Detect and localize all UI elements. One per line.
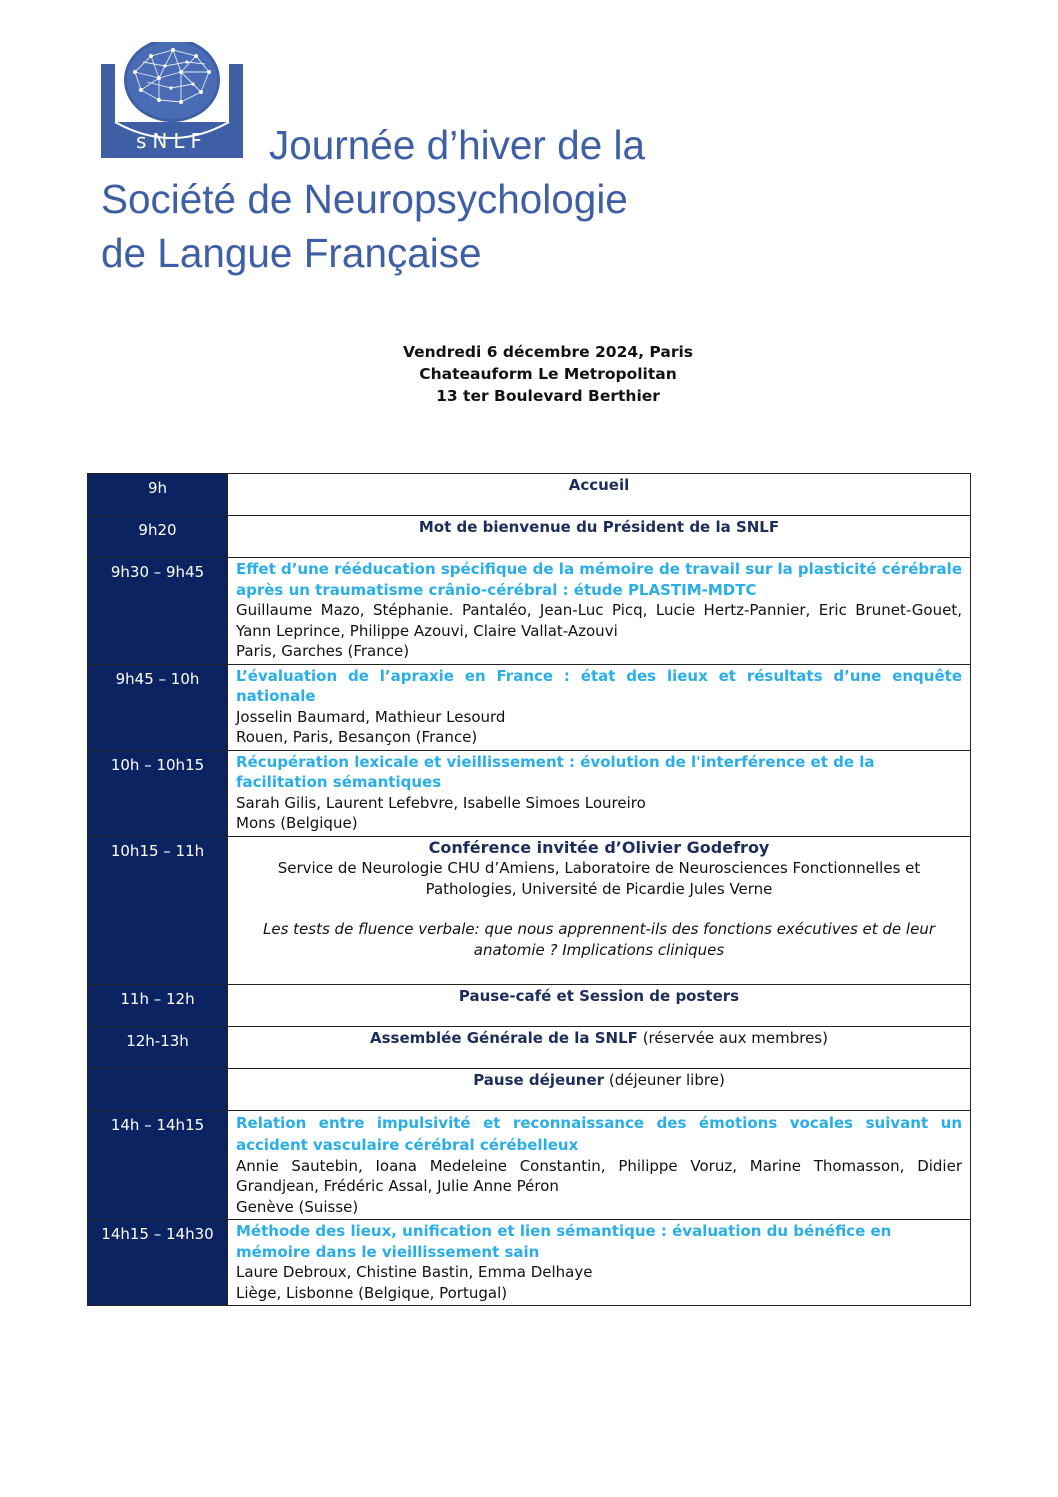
program-table — [87, 473, 971, 1306]
time-cell: 11h – 12h — [88, 984, 228, 1026]
talk-title: Relation entre impulsivité et reconnaissance des émotions vocales suivant un accident vasculaire cérébral cérébelleux — [236, 1113, 962, 1154]
table-row — [88, 1026, 971, 1068]
talk-location: Paris, Garches (France) — [236, 642, 410, 660]
table-row — [88, 1068, 971, 1110]
talk-authors: Guillaume Mazo, Stéphanie. Pantaléo, Jean-Luc Picq, Lucie Hertz-Pannier, Eric Brunet-Gouet, Yann Leprince, Philippe Azouvi, Claire Vallat-Azouvi — [236, 601, 962, 640]
keynote-title: Conférence invitée d’Olivier Godefroy — [428, 837, 770, 857]
table-row — [88, 664, 971, 750]
session-title: Assemblée Générale de la SNLF — [370, 1028, 638, 1047]
title-line-2: Société de Neuropsychologie — [101, 176, 628, 222]
talk-authors: Laure Debroux, Chistine Bastin, Emma Delhaye — [236, 1263, 593, 1281]
session-title: Mot de bienvenue du Président de la SNLF — [418, 518, 780, 536]
time-cell: 12h-13h — [88, 1026, 228, 1068]
session-title: Pause déjeuner — [473, 1070, 605, 1089]
page-title — [101, 118, 801, 280]
table-row — [88, 516, 971, 558]
talk-authors: Josselin Baumard, Mathieur Lesourd — [236, 707, 506, 726]
session-note: (déjeuner libre) — [608, 1070, 725, 1089]
table-row — [88, 1110, 971, 1220]
event-info — [0, 341, 1058, 407]
time-cell: 14h15 – 14h30 — [88, 1220, 228, 1306]
session-title: Pause-café et Session de posters — [458, 986, 740, 1005]
talk-location: Genève (Suisse) — [236, 1197, 359, 1216]
talk-location: Liège, Lisbonne (Belgique, Portugal) — [236, 1283, 508, 1302]
table-row — [88, 836, 971, 984]
time-cell: 10h – 10h15 — [88, 750, 228, 836]
keynote-talk: Les tests de fluence verbale: que nous apprennent-ils des fonctions exécutives et de leur anatomie ? Implications cliniques — [263, 920, 935, 959]
talk-location: Mons (Belgique) — [236, 814, 358, 832]
time-cell: 9h20 — [88, 516, 228, 558]
table-row — [88, 984, 971, 1026]
talk-authors: Annie Sautebin, Ioana Medeleine Constantin, Philippe Voruz, Marine Thomasson, Didier Grandjean, Frédéric Assal, Julie Anne Péron — [236, 1156, 962, 1195]
title-line-1: Journée d’hiver de la — [269, 122, 645, 168]
keynote-affiliation: Service de Neurologie CHU d’Amiens, Laboratoire de Neurosciences Fonctionnelles et Pathologies, Université de Picardie Jules Verne — [277, 859, 921, 898]
time-cell: 9h — [88, 474, 228, 516]
talk-title: Effet d’une rééducation spécifique de la mémoire de travail sur la plasticité cérébrale après un traumatisme crânio-cérébral : étude PLASTIM-MDTC — [236, 560, 962, 599]
table-row — [88, 558, 971, 665]
time-cell — [88, 1068, 228, 1110]
event-date: Vendredi 6 décembre 2024, Paris — [402, 343, 694, 361]
time-cell: 9h30 – 9h45 — [88, 558, 228, 665]
table-row — [88, 750, 971, 836]
talk-location: Rouen, Paris, Besançon (France) — [236, 728, 478, 746]
talk-authors: Sarah Gilis, Laurent Lefebvre, Isabelle Simoes Loureiro — [236, 793, 646, 812]
session-title: Accueil — [568, 476, 630, 494]
event-address: 13 ter Boulevard Berthier — [436, 387, 660, 405]
talk-title: L’évaluation de l’apraxie en France : état des lieux et résultats d’une enquête nationale — [236, 666, 962, 705]
time-cell: 14h – 14h15 — [88, 1110, 228, 1220]
talk-title: Récupération lexicale et vieillissement : évolution de l'interférence et de la facilitation sémantiques — [236, 752, 875, 791]
table-row — [88, 1220, 971, 1306]
table-row — [88, 474, 971, 516]
logo-text: sNLF — [135, 129, 209, 153]
session-note: (réservée aux membres) — [642, 1028, 828, 1047]
spacer — [236, 899, 962, 919]
time-cell: 10h15 – 11h — [88, 836, 228, 984]
title-line-3: de Langue Française — [101, 230, 482, 276]
event-venue: Chateauform Le Metropolitan — [419, 365, 677, 383]
talk-title: Méthode des lieux, unification et lien sémantique : évaluation du bénéfice en mémoire dans le vieillissement sain — [236, 1222, 892, 1261]
time-cell: 9h45 – 10h — [88, 664, 228, 750]
